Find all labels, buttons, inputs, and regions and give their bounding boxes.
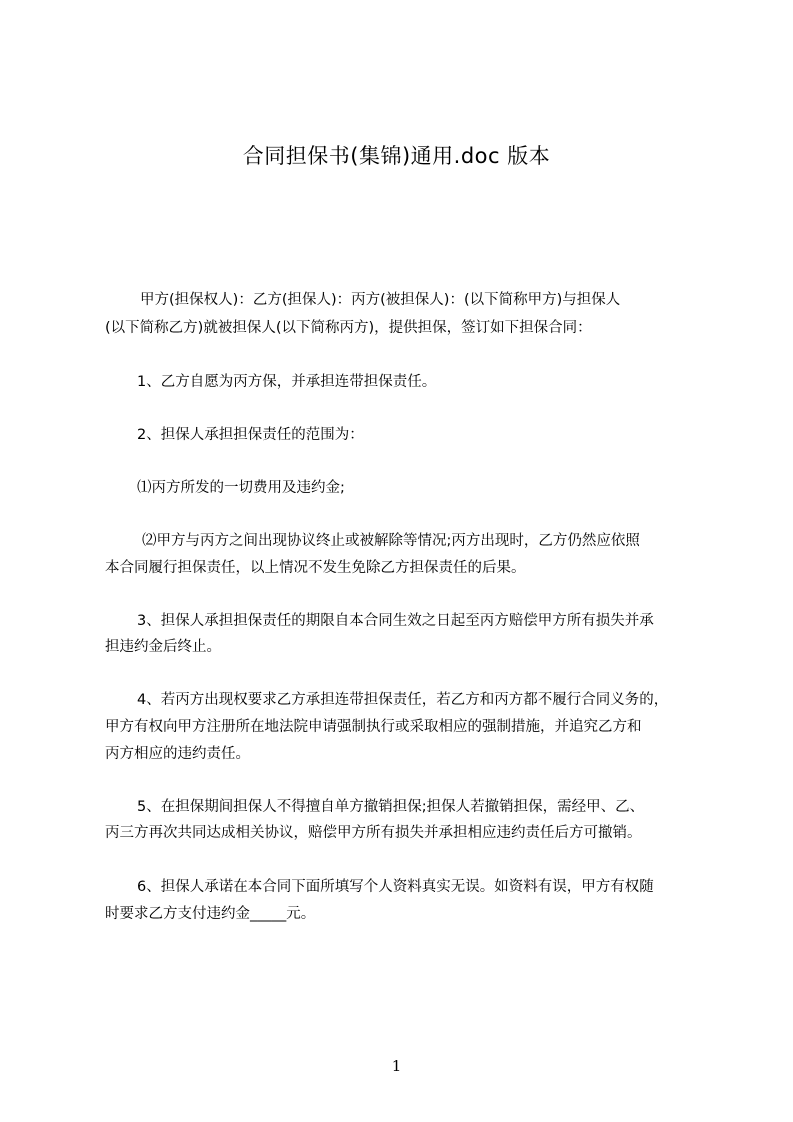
paragraph-line: 甲方有权向甲方注册所在地法院申请强制执行或采取相应的强制措施，并追究乙方和 [105, 719, 642, 735]
paragraph-line: 4、若丙方出现权要求乙方承担连带担保责任，若乙方和丙方都不履行合同义务的， [137, 692, 669, 708]
paragraph-line: 甲方(担保权人)：乙方(担保人)：丙方(被担保人)：(以下简称甲方)与担保人 [140, 292, 621, 308]
paragraph-line: ⑴丙方所发的一切费用及违约金; [137, 480, 345, 496]
paragraph-line: 5、在担保期间担保人不得擅自单方撤销担保;担保人若撤销担保，需经甲、乙、 [137, 799, 645, 815]
paragraph-line: 1、乙方自愿为丙方保，并承担连带担保责任。 [137, 374, 437, 390]
paragraph-line: 丙三方再次共同达成相关协议，赔偿甲方所有损失并承担相应违约责任后方可撤销。 [105, 825, 642, 841]
paragraph-line: 2、担保人承担担保责任的范围为： [137, 427, 364, 443]
paragraph-line: ⑵甲方与丙方之间出现协议终止或被解除等情况;丙方出现时，乙方仍然应依照 [142, 533, 640, 549]
paragraph-line: 担违约金后终止。 [105, 639, 221, 655]
document-title: 合同担保书(集锦)通用.doc 版本 [242, 144, 551, 168]
paragraph-line: (以下简称乙方)就被担保人(以下简称丙方)，提供担保，签订如下担保合同： [105, 320, 592, 336]
paragraph-line: 丙方相应的违约责任。 [105, 746, 250, 762]
paragraph-line: 3、担保人承担担保责任的期限自本合同生效之日起至丙方赔偿甲方所有损失并承 [137, 613, 654, 629]
paragraph-line: 本合同履行担保责任，以上情况不发生免除乙方担保责任的后果。 [105, 560, 526, 576]
paragraph-line: 时要求乙方支付违约金_____元。 [105, 906, 316, 922]
page-number: 1 [391, 1057, 402, 1075]
paragraph-line: 6、担保人承诺在本合同下面所填写个人资料真实无误。如资料有误，甲方有权随 [137, 879, 654, 895]
